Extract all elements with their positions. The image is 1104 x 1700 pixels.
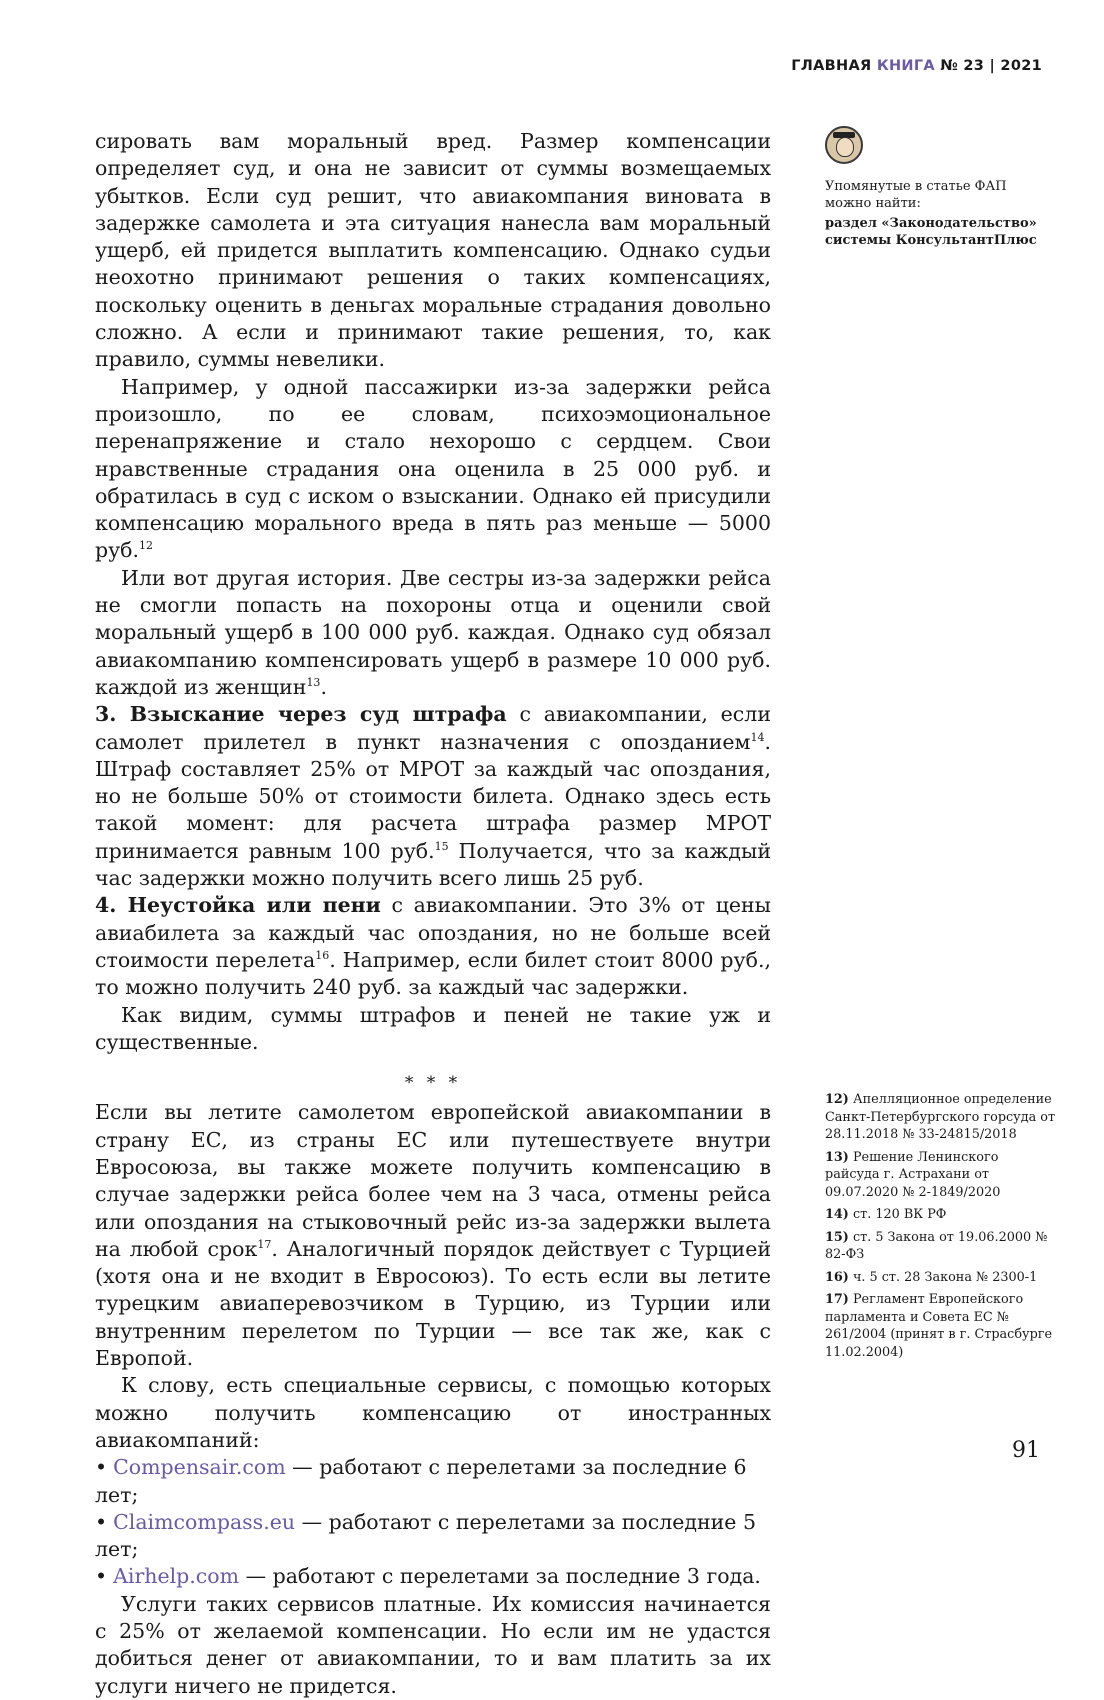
lawyer-avatar-icon xyxy=(825,126,863,164)
footnote-ref[interactable]: 12 xyxy=(139,539,154,553)
paragraph: Как видим, суммы штрафов и пеней не такие уж и существенные. xyxy=(95,1002,771,1054)
footnote-item: 14) ст. 120 ВК РФ xyxy=(825,1207,947,1222)
brand-name: ГЛАВНАЯ xyxy=(791,58,872,74)
paragraph: Если вы летите самолетом европейской авиакомпании в страну ЕС, из страны ЕС или путешествуете внутри Евросоюза, вы также можете получить компенсацию в случае задержки рейса более чем на 3 часа, отмены рейса или опоздания на стыковочный рейс из-за задержки вылета на любой срок$^{17}$. Аналогичный порядок действует с Турцией (хотя она и не входит в Евросоюз). То есть если вы летите турецким авиаперевозчиком в Турцию, из Турции или внутренним перелетом по Турции — все так же, как с Европой. xyxy=(95,1100,771,1371)
footnote-ref[interactable]: 16 xyxy=(315,949,330,963)
footnote-item: 15) ст. 5 Закона от 19.06.2000 № 82-ФЗ xyxy=(825,1229,1048,1262)
list-item: • Airhelp.com — работают с перелетами за последние 3 года. xyxy=(95,1564,761,1589)
sidebar-source: раздел «Законодательство» системы КонсультантПлюс xyxy=(825,216,1037,248)
section-divider: * * * xyxy=(404,1073,462,1094)
list-item: • Compensair.com — работают с перелетами за последние 6 лет; xyxy=(95,1455,747,1507)
sidebar-note xyxy=(825,126,1057,249)
sidebar-intro: Упомянутые в статье ФАП можно найти: xyxy=(825,179,1007,211)
footnote-item: 13) Решение Ленинского райсуда г. Астрахани от 09.07.2020 № 2-1849/2020 xyxy=(825,1149,1001,1200)
service-link[interactable]: Claimcompass.eu xyxy=(113,1509,296,1534)
footnote-ref[interactable]: 17 xyxy=(257,1238,272,1252)
footnotes xyxy=(825,1091,1057,1366)
paragraph: сировать вам моральный вред. Размер компенсации определяет суд, и она не зависит от суммы возмещаемых убытков. Если суд решит, что авиакомпания виновата в задержке самолета и эта ситуация нанесла вам моральный ущерб, ей придется выплатить компенсацию. Однако судьи неохотно принимают решения о таких компенсациях, поскольку оценить в деньгах моральные страдания довольно сложно. А если и принимают такие решения, то, как правило, суммы невелики. xyxy=(95,129,771,372)
section-heading: 4. Неустойка или пени xyxy=(95,893,381,918)
service-link[interactable]: Airhelp.com xyxy=(113,1564,240,1589)
paragraph: 4. Неустойка или пени с авиакомпании. Это 3% от цены авиабилета за каждый час опоздания, но не больше всей стоимости перелета$^{16}$. Например, если билет стоит 8000 руб., то можно получить 240 руб. за каждый час задержки. xyxy=(95,893,771,1000)
paragraph: Или вот другая история. Две сестры из-за задержки рейса не смогли попасть на похороны отца и оценили свой моральный ущерб в 100 000 руб. каждая. Однако суд обязал авиакомпанию компенсировать ущерб в размере 10 000 руб. каждой из женщин$^{13}$. xyxy=(95,565,771,699)
brand-accent: КНИГА xyxy=(876,58,935,74)
footnote-item: 16) ч. 5 ст. 28 Закона № 2300-1 xyxy=(825,1269,1038,1285)
paragraph: Услуги таких сервисов платные. Их комиссия начинается с 25% от желаемой компенсации. Но если им не удастся добиться денег от авиакомпании, то и вам платить за их услуги ничего не придется. xyxy=(95,1591,771,1698)
bullet-icon: • xyxy=(95,1455,108,1480)
footnote-ref[interactable]: 14 xyxy=(750,730,765,744)
footnote-ref[interactable]: 15 xyxy=(434,839,449,853)
page-header xyxy=(791,58,1042,74)
paragraph: К слову, есть специальные сервисы, с помощью которых можно получить компенсацию от иностранных авиакомпаний: xyxy=(95,1373,771,1452)
footnote-item: 17) Регламент Европейского парламента и Совета ЕС № 261/2004 (принят в г. Страсбурге 11.02.2004) xyxy=(825,1292,1053,1360)
list-item: • Claimcompass.eu — работают с перелетами за последние 5 лет; xyxy=(95,1509,756,1562)
paragraph: Например, у одной пассажирки из-за задержки рейса произошло, по ее словам, психоэмоциональное перенапряжение и стало нехорошо с сердцем. Свои нравственные страдания она оценила в 25 000 руб. и обратилась в суд с иском о взыскании. Однако ей присудили компенсацию морального вреда в пять раз меньше — 5000 руб.$^{12}$ xyxy=(95,374,771,563)
service-link[interactable]: Compensair.com xyxy=(113,1455,286,1480)
article-body xyxy=(95,128,771,1700)
section-heading: 3. Взыскание через суд штрафа xyxy=(95,702,507,727)
paragraph: 3. Взыскание через суд штрафа с авиакомпании, если самолет прилетел в пункт назначения с опозданием$^{14}$. Штраф составляет 25% от МРОТ за каждый час опоздания, но не больше 50% от стоимости билета. Однако здесь есть такой момент: для расчета штрафа размер МРОТ принимается равным 100 руб.$^{15}$ Получается, что за каждый час задержки можно получить всего лишь 25 руб. xyxy=(95,702,771,891)
footnote-ref[interactable]: 13 xyxy=(306,676,321,690)
bullet-icon: • xyxy=(95,1509,108,1534)
footnote-item: 12) Апелляционное определение Санкт-Петербургского горсуда от 28.11.2018 № 33-24815/2018 xyxy=(825,1092,1056,1142)
page-number: 91 xyxy=(1012,1438,1040,1463)
issue-number: № 23 | 2021 xyxy=(940,58,1042,74)
bullet-icon: • xyxy=(95,1564,108,1589)
